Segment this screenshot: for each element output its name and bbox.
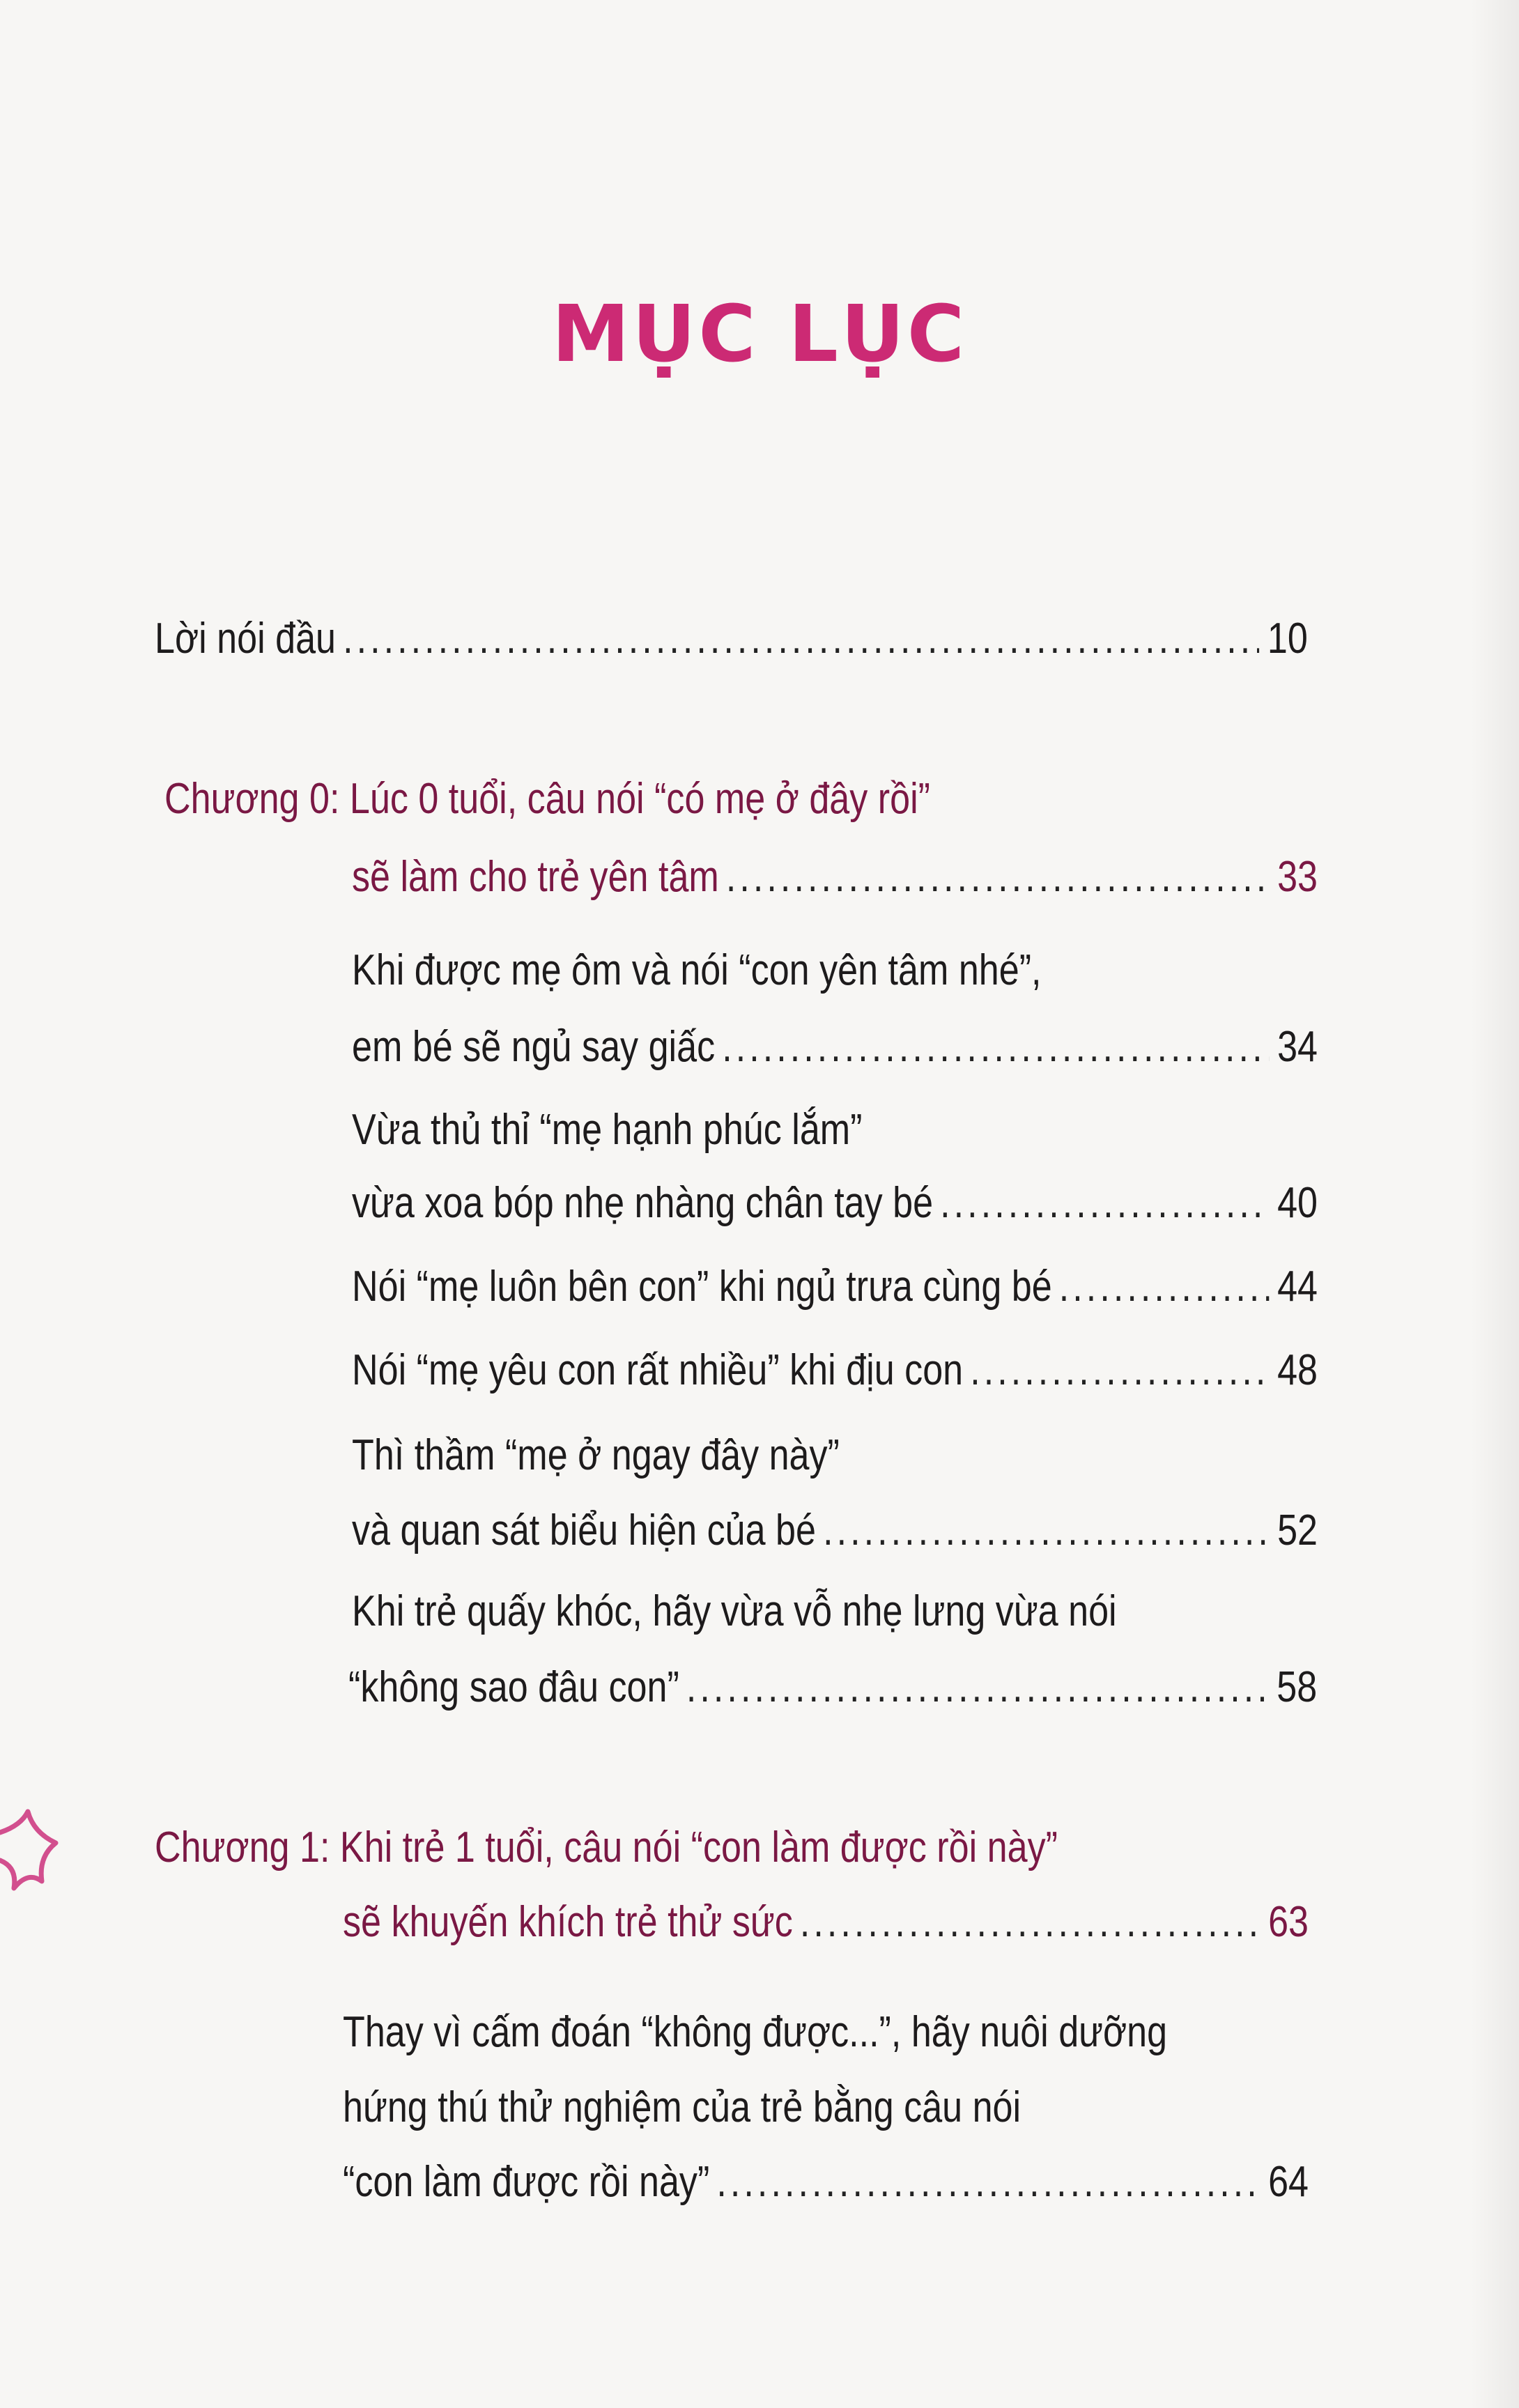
leader-dots [726,851,1269,903]
toc-chapter-0-line2 [352,851,1318,903]
leader-dots [343,613,1259,665]
toc-chapter-1-line2 [343,1897,1309,1948]
toc-page-number: 64 [1268,2158,1309,2206]
toc-entry-0-5-line1: Thì thầm “mẹ ở ngay đây này” [352,1431,840,1479]
toc-page-number: 52 [1277,1506,1318,1554]
toc-label: sẽ làm cho trẻ yên tâm [352,853,719,901]
toc-entry-0-4 [352,1345,1318,1396]
toc-label: và quan sát biểu hiện của bé [352,1506,816,1554]
toc-entry-0-6-line1: Khi trẻ quấy khóc, hãy vừa vỗ nhẹ lưng vừa nói [352,1587,1117,1635]
toc-page-number: 40 [1277,1179,1318,1227]
toc-label: Nói “mẹ yêu con rất nhiều” khi địu con [352,1346,964,1394]
toc-page-number: 48 [1277,1346,1318,1394]
toc-entry-1-1-line1: Thay vì cấm đoán “không được...”, hãy nuôi dưỡng [343,2008,1168,2056]
toc-label: “không sao đâu con” [348,1663,679,1711]
leader-dots [970,1345,1269,1396]
leader-dots [823,1505,1269,1557]
toc-entry-1-1-line3 [343,2156,1309,2208]
toc-entry-preface [155,613,1308,665]
leader-dots [722,1021,1269,1073]
leader-dots [940,1178,1269,1229]
toc-entry-0-1-line1: Khi được mẹ ôm và nói “con yên tâm nhé”, [352,946,1042,994]
flower-doodle-icon [0,1805,70,1930]
toc-entry-0-3 [352,1261,1318,1313]
toc-chapter-0-line1: Chương 0: Lúc 0 tuổi, câu nói “có mẹ ở đây rồi” [164,775,930,823]
toc-label: vừa xoa bóp nhẹ nhàng chân tay bé [352,1179,934,1227]
toc-page-number: 33 [1277,853,1318,901]
toc-label: “con làm được rồi này” [343,2158,710,2206]
leader-dots [686,1662,1269,1713]
toc-entry-0-5-line2 [352,1505,1318,1557]
toc-entry-0-1-line2 [352,1021,1318,1073]
leader-dots [800,1897,1260,1948]
toc-entry-1-1-line2: hứng thú thử nghiệm của trẻ bằng câu nói [343,2083,1021,2131]
toc-entry-0-2-line1: Vừa thủ thỉ “mẹ hạnh phúc lắm” [352,1106,863,1154]
toc-entry-0-6-line2 [348,1662,1317,1713]
toc-page-number: 63 [1268,1898,1309,1946]
leader-dots [1059,1261,1270,1313]
toc-page-number: 58 [1277,1663,1318,1711]
toc-entry-0-2-line2 [352,1178,1318,1229]
toc-page-number: 44 [1277,1263,1318,1311]
toc-label: sẽ khuyến khích trẻ thử sức [343,1898,793,1946]
toc-label: em bé sẽ ngủ say giấc [352,1023,716,1071]
leader-dots [716,2156,1260,2208]
toc-page-number: 10 [1267,615,1308,663]
toc-page-number: 34 [1277,1023,1318,1071]
toc-label: Nói “mẹ luôn bên con” khi ngủ trưa cùng bé [352,1263,1052,1311]
toc-label: Lời nói đầu [155,615,337,663]
toc-chapter-1-line1: Chương 1: Khi trẻ 1 tuổi, câu nói “con làm được rồi này” [155,1823,1058,1871]
page-title: MỤC LỤC [551,289,968,380]
